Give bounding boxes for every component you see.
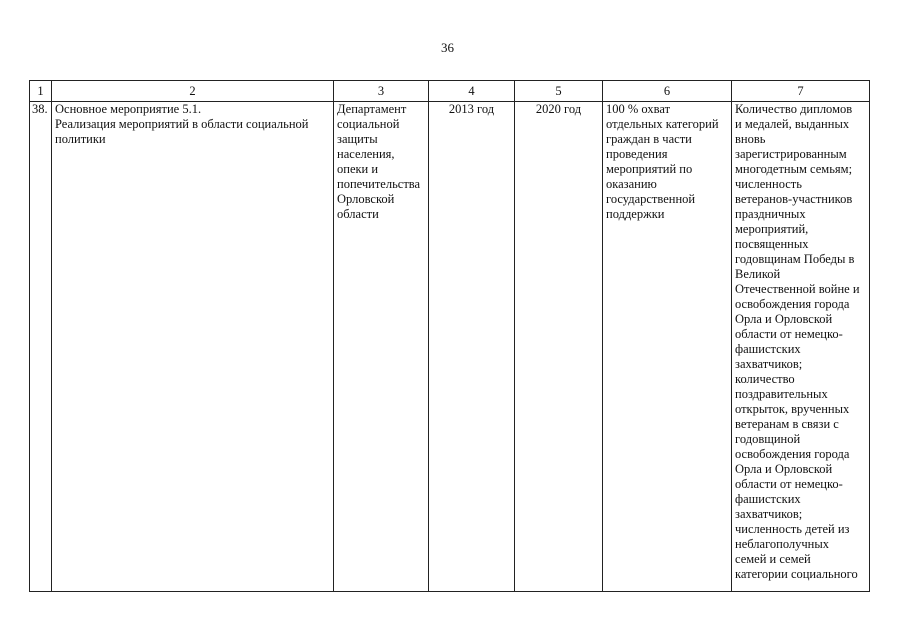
executor-line: опеки и	[337, 162, 379, 176]
row-number: 38.	[30, 102, 52, 592]
page-number: 36	[441, 40, 454, 55]
indicator-line: Количество дипломов	[735, 102, 853, 116]
executor-line: населения,	[337, 147, 395, 161]
expected-result-line: проведения	[606, 147, 668, 161]
indicator-line: мероприятий,	[735, 222, 809, 236]
measure-title-line: политики	[55, 132, 106, 146]
measure-title-line: Основное мероприятие 5.1.	[55, 102, 202, 116]
indicator-line: зарегистрированным	[735, 147, 847, 161]
header-cell-7: 7	[732, 81, 870, 102]
executor-line: области	[337, 207, 379, 221]
indicator-line: Орла и Орловской	[735, 462, 833, 476]
header-cell-6: 6	[603, 81, 732, 102]
header-cell-3: 3	[334, 81, 429, 102]
indicator-line: захватчиков;	[735, 357, 803, 371]
executor-line: Департамент	[337, 102, 407, 116]
table-row	[30, 102, 870, 592]
header-cell-5: 5	[515, 81, 603, 102]
indicator-line: праздничных	[735, 207, 806, 221]
indicator-line: области от немецко-	[735, 327, 843, 341]
indicator-line: фашистских	[735, 342, 801, 356]
executor-line: попечительства	[337, 177, 421, 191]
indicator-line: Отечественной войне и	[735, 282, 860, 296]
indicator-line: и медалей, выданных	[735, 117, 850, 131]
expected-result-line: государственной	[606, 192, 696, 206]
indicator-line: освобождения города	[735, 447, 850, 461]
indicator-line: вновь	[735, 132, 766, 146]
indicator-line: годовщиной	[735, 432, 801, 446]
header-cell-1: 1	[30, 81, 52, 102]
indicator-line: годовщинам Победы в	[735, 252, 855, 266]
start-year-cell: 2013 год	[429, 102, 515, 592]
indicator-line: категории социального	[735, 567, 858, 581]
expected-result-line: мероприятий по	[606, 162, 693, 176]
indicator-line: многодетным семьям;	[735, 162, 853, 176]
indicator-line: ветеранов-участников	[735, 192, 853, 206]
expected-result-line: отдельных категорий	[606, 117, 719, 131]
expected-result-line: поддержки	[606, 207, 665, 221]
executor-cell	[334, 102, 429, 592]
indicator-line: Орла и Орловской	[735, 312, 833, 326]
indicator-line: численность детей из	[735, 522, 850, 536]
indicators-cell	[732, 102, 870, 592]
expected-result-line: 100 % охват	[606, 102, 671, 116]
indicator-line: количество	[735, 372, 795, 386]
executor-line: Орловской	[337, 192, 395, 206]
indicator-line: области от немецко-	[735, 477, 843, 491]
measure-title-line: Реализация мероприятий в области социальной	[55, 117, 309, 131]
indicator-line: открыток, врученных	[735, 402, 850, 416]
executor-line: социальной	[337, 117, 400, 131]
header-cell-4: 4	[429, 81, 515, 102]
measure-title-cell	[52, 102, 334, 592]
indicator-line: ветеранам в связи с	[735, 417, 839, 431]
indicator-line: посвященных	[735, 237, 809, 251]
indicator-line: фашистских	[735, 492, 801, 506]
header-cell-2: 2	[52, 81, 334, 102]
executor-line: защиты	[337, 132, 378, 146]
end-year-cell: 2020 год	[515, 102, 603, 592]
indicator-line: поздравительных	[735, 387, 828, 401]
indicator-line: захватчиков;	[735, 507, 803, 521]
indicator-line: освобождения города	[735, 297, 850, 311]
indicator-line: Великой	[735, 267, 781, 281]
indicator-line: семей и семей	[735, 552, 811, 566]
expected-result-line: граждан в части	[606, 132, 692, 146]
indicator-line: численность	[735, 177, 802, 191]
expected-result-cell	[603, 102, 732, 592]
header-row	[30, 81, 870, 102]
program-table	[29, 80, 870, 592]
expected-result-line: оказанию	[606, 177, 657, 191]
indicator-line: неблагополучных	[735, 537, 830, 551]
